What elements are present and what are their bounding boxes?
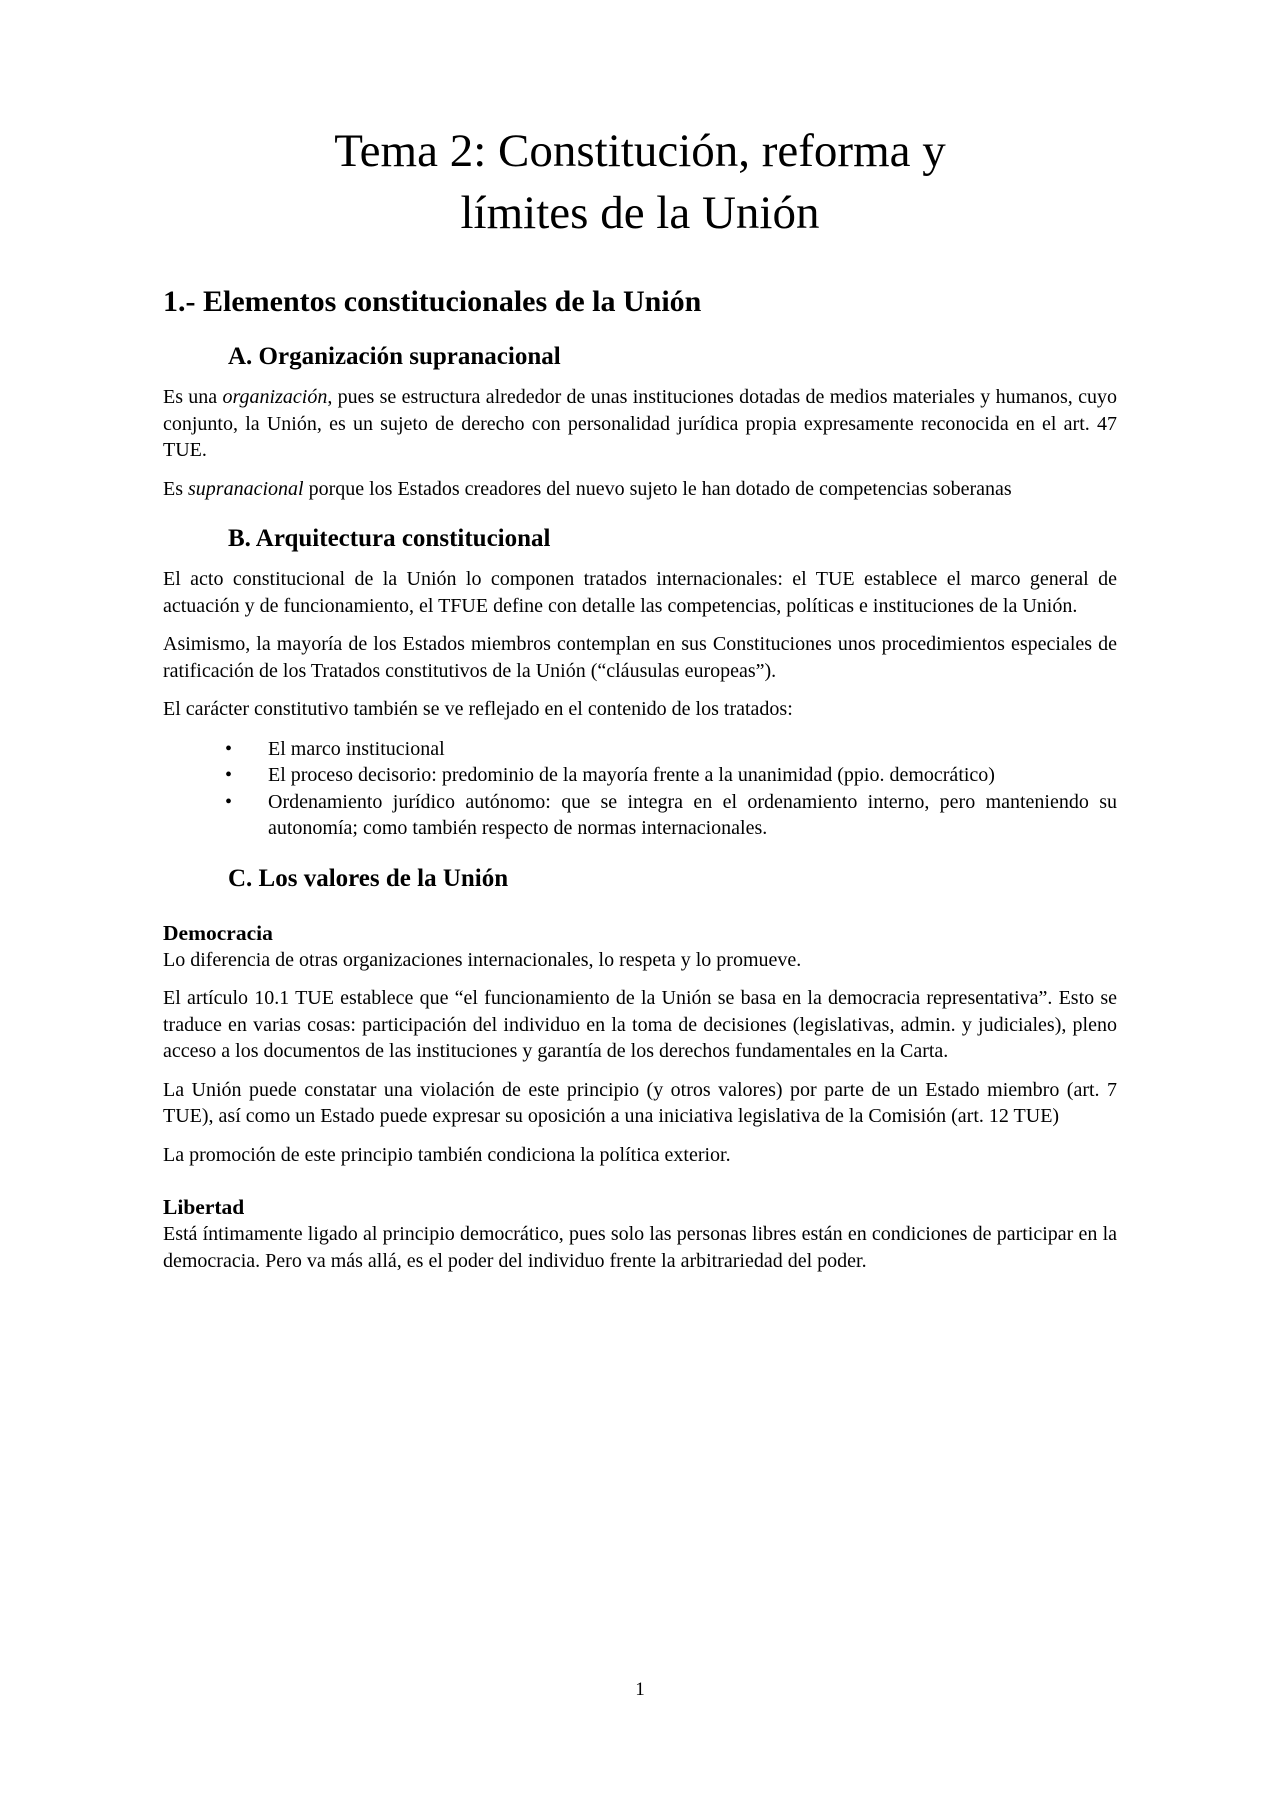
- paragraph: Es una organización, pues se estructura alrededor de unas instituciones dotadas de medios materiales y humanos, cuyo conjunto, la Unión, es un sujeto de derecho con personalidad jurídica propia expresamente reconocida en el art. 47 TUE.: [163, 386, 1117, 461]
- paragraph: La promoción de este principio también condiciona la política exterior.: [163, 1143, 731, 1166]
- topic-heading: Democracia: [163, 920, 273, 945]
- bullet-item: • El marco institucional: [163, 736, 1117, 763]
- bullet-item: • Ordenamiento jurídico autónomo: que se integra en el ordenamiento interno, pero manteniendo su autonomía; como también respecto de normas internacionales.: [163, 789, 1117, 842]
- bullet-item: • El proceso decisorio: predominio de la mayoría frente a la unanimidad (ppio. democrático): [163, 762, 1117, 789]
- topic-heading: Libertad: [163, 1195, 245, 1219]
- paragraph: El carácter constitutivo también se ve reflejado en el contenido de los tratados:: [163, 698, 793, 720]
- section-heading: 1.- Elementos constitucionales de la Unión: [163, 285, 702, 318]
- subsection-heading: B. Arquitectura constitucional: [228, 525, 551, 552]
- paragraph: La Unión puede constatar una violación de este principio (y otros valores) por parte de un Estado miembro (art. 7 TUE), así como un Estado puede expresar su oposición a una iniciativa legislativa de la Comisión (art. 12 TUE): [163, 1078, 1117, 1127]
- paragraph: Está íntimamente ligado al principio democrático, pues solo las personas libres están en condiciones de participar en la democracia. Pero va más allá, es el poder del individuo frente la arbitrariedad del poder.: [163, 1223, 1117, 1272]
- paragraph: El artículo 10.1 TUE establece que “el funcionamiento de la Unión se basa en la democracia representativa”. Esto se traduce en varias cosas: participación del individuo en la toma de decisiones (legislativas, admin. y judiciales), pleno acceso a los documentos de las instituciones y garantía de los derechos fundamentales en la Carta.: [163, 987, 1117, 1062]
- subsection-heading: A. Organización supranacional: [228, 343, 561, 370]
- document-title-line-1: Tema 2: Constitución, reforma y: [334, 125, 946, 177]
- document-body: [163, 284, 1117, 1274]
- subsection-heading: C. Los valores de la Unión: [228, 864, 509, 892]
- document-title: [163, 120, 1117, 244]
- paragraph: El acto constitucional de la Unión lo componen tratados internacionales: el TUE establece el marco general de actuación y de funcionamiento, el TFUE define con detalle las competencias, políticas e instituciones de la Unión.: [163, 568, 1117, 617]
- paragraph: Lo diferencia de otras organizaciones internacionales, lo respeta y lo promueve.: [163, 948, 802, 971]
- paragraph: Asimismo, la mayoría de los Estados miembros contemplan en sus Constituciones unos procedimientos especiales de ratificación de los Tratados constitutivos de la Unión (“cláusulas europeas”).: [163, 633, 1117, 682]
- bullet-list: [163, 736, 1117, 842]
- page-number: 1: [635, 1679, 645, 1700]
- paragraph: Es supranacional porque los Estados creadores del nuevo sujeto le han dotado de competencias soberanas: [163, 477, 1012, 500]
- document-title-line-2: límites de la Unión: [460, 187, 820, 239]
